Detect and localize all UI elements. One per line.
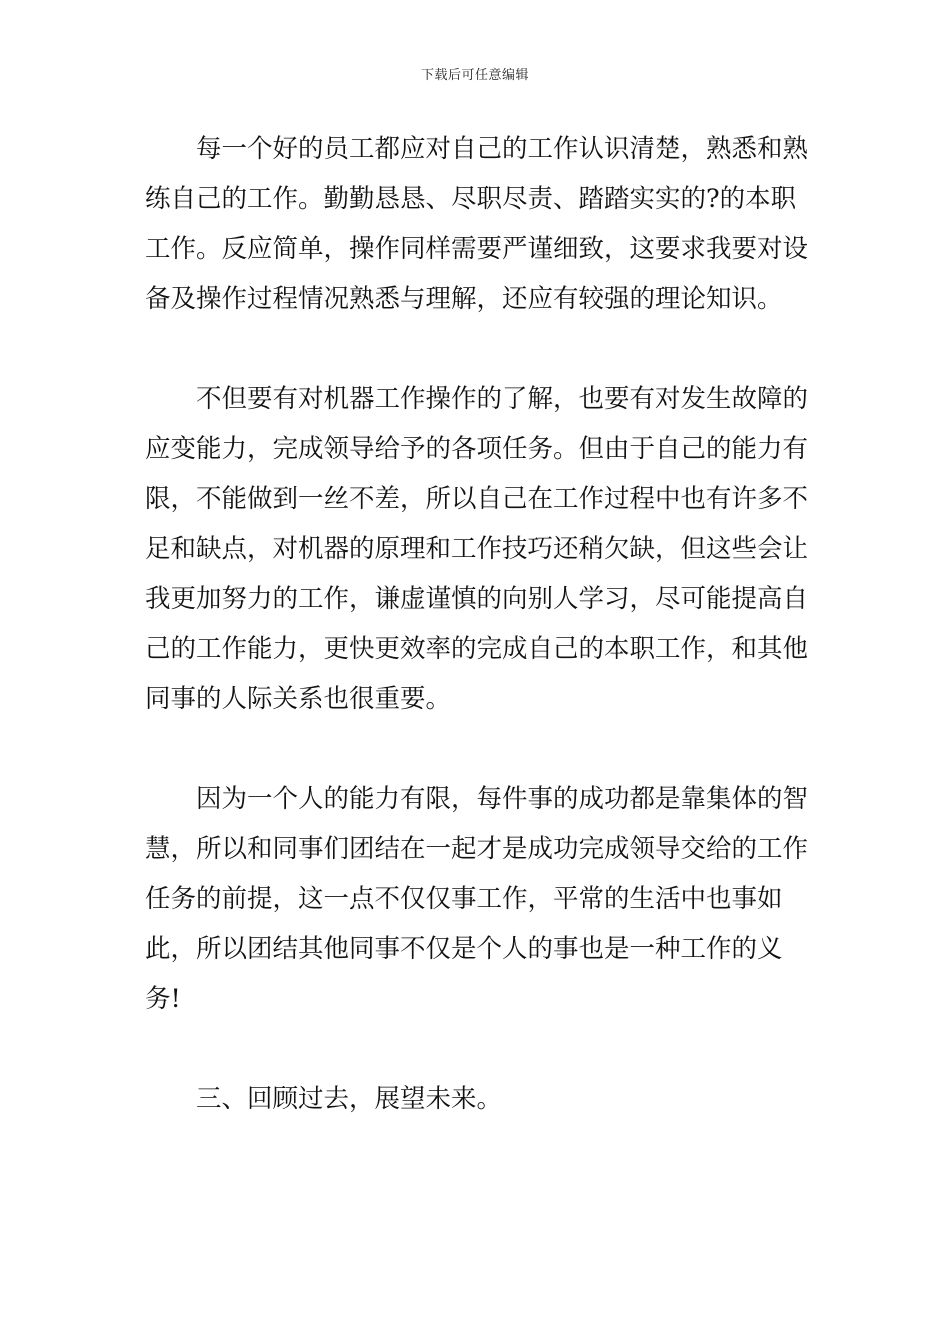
paragraph-2: 不但要有对机器工作操作的了解，也要有对发生故障的应变能力，完成领导给予的各项任务。但由于自己的能力有限，不能做到一丝不差，所以自己在工作过程中也有许多不足和缺点，对机器的原理和工作技巧还稍欠缺，但这些会让我更加努力的工作，谦虚谨慎的向别人学习，尽可能提高自己的工作能力，更快更效率的完成自己的本职工作，和其他同事的人际关系也很重要。 xyxy=(145,384,809,714)
section-heading: 三、回顾过去，展望未来。 xyxy=(196,1084,503,1114)
paragraph-3: 因为一个人的能力有限，每件事的成功都是靠集体的智慧，所以和同事们团结在一起才是成功完成领导交给的工作任务的前提，这一点不仅仅事工作，平常的生活中也事如此，所以团结其他同事不仅是个人的事也是一种工作的义务! xyxy=(145,784,809,1014)
page-header: 下载后可任意编辑 xyxy=(420,68,529,83)
paragraph-1: 每一个好的员工都应对自己的工作认识清楚，熟悉和熟练自己的工作。勤勤恳恳、尽职尽责、踏踏实实的?的本职工作。反应简单，操作同样需要严谨细致，这要求我要对设备及操作过程情况熟悉与理解，还应有较强的理论知识。 xyxy=(145,134,809,314)
document-body xyxy=(145,124,811,1124)
